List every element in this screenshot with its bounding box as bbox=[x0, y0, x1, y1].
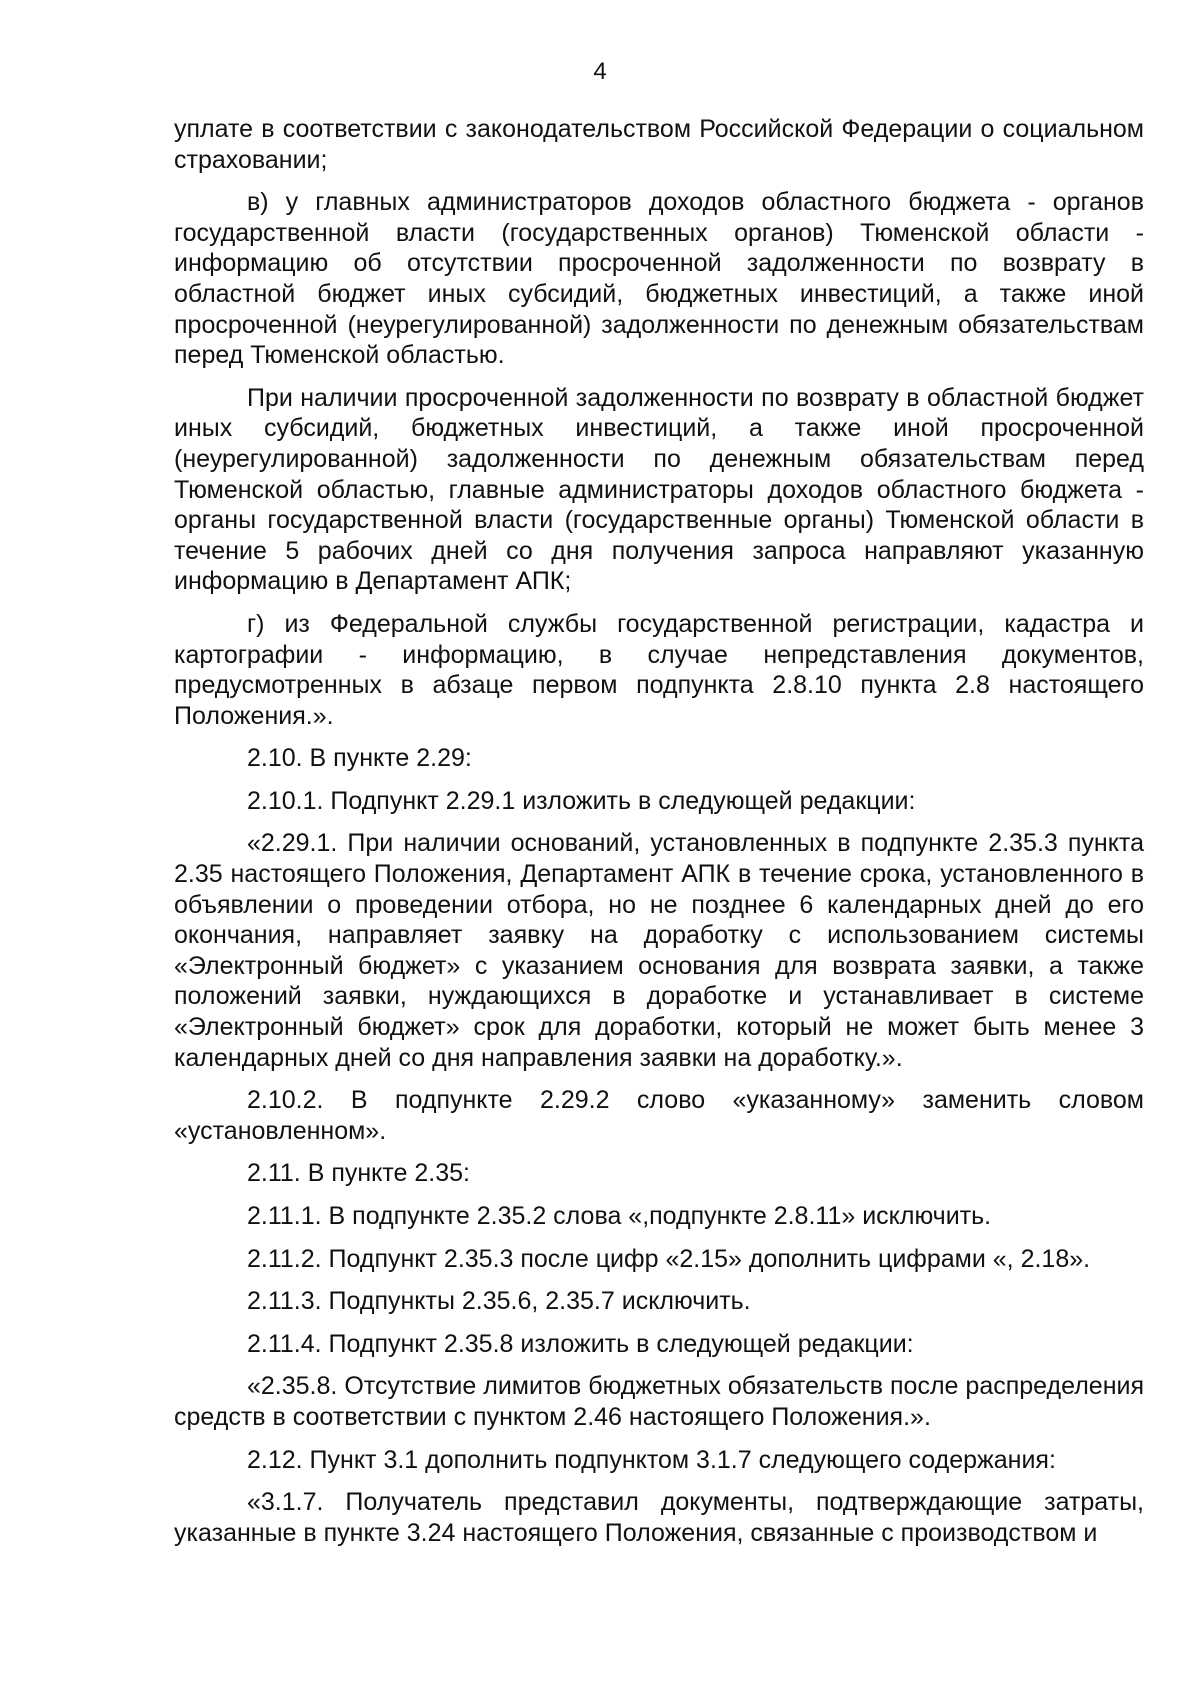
paragraph-3-1-7-text: «3.1.7. Получатель представил документы, подтверждающие затраты, указанные в пункте 3.24 настоящего Положения, связанные с производством и bbox=[174, 1488, 1144, 1547]
paragraph-2-11-1: 2.11.1. В подпункте 2.35.2 слова «,подпункте 2.8.11» исключить. bbox=[247, 1202, 992, 1230]
paragraph-2-29-1-text: «2.29.1. При наличии оснований, установленных в подпункте 2.35.3 пункта 2.35 настоящего Положения, Департамент АПК в течение срока, установленного в объявлении о проведении отбора, но не позднее 6 календарных дней до его окончания, направляет заявку на доработку с использованием системы «Электронный бюджет» с указанием основания для возврата заявки, а также положений заявки, нуждающихся в доработке и устанавливает в системе «Электронный бюджет» срок для доработки, который не может быть менее 3 календарных дней со дня направления заявки на доработку.». bbox=[174, 829, 1144, 1072]
paragraph-overdue-debt: При наличии просроченной задолженности по возврату в областной бюджет иных субсидий, бюджетных инвестиций, а также иной просроченной (неурегулированной) задолженности по денежным обязательствам перед Тюменской областью, главные администраторы доходов областного бюджета - органы государственной власти (государственные органы) Тюменской области в течение 5 рабочих дней со дня получения запроса направляют указанную информацию в Департамент АПК; bbox=[174, 383, 1144, 596]
paragraph-2-10-1: 2.10.1. Подпункт 2.29.1 изложить в следующей редакции: bbox=[247, 786, 916, 815]
paragraph-2-10: 2.10. В пункте 2.29: bbox=[247, 744, 472, 773]
page-number: 4 bbox=[593, 58, 607, 85]
paragraph-item-g: г) из Федеральной службы государственной регистрации, кадастра и картографии - информацию, в случае непредставления документов, предусмотренных в абзаце первом подпункта 2.8.10 пункта 2.8 настоящего Положения.». bbox=[174, 609, 1144, 730]
paragraph-2-11-4: 2.11.4. Подпункт 2.35.8 изложить в следующей редакции: bbox=[247, 1329, 914, 1358]
document-body bbox=[174, 114, 1144, 1560]
paragraph-2-11-2: 2.11.2. Подпункт 2.35.3 после цифр «2.15» дополнить цифрами «, 2.18». bbox=[247, 1244, 1091, 1273]
paragraph-social-insurance: уплате в соответствии с законодательством Российской Федерации о социальном страховании; bbox=[174, 115, 1144, 174]
paragraph-item-v: в) у главных администраторов доходов областного бюджета - органов государственной власти (государственных органов) Тюменской области - информацию об отсутствии просроченной задолженности по возврату в областной бюджет иных субсидий, бюджетных инвестиций, а также иной просроченной (неурегулированной) задолженности по денежным обязательствам перед Тюменской областью. bbox=[174, 188, 1144, 370]
paragraph-2-11: 2.11. В пункте 2.35: bbox=[247, 1159, 470, 1188]
paragraph-2-35-8-text: «2.35.8. Отсутствие лимитов бюджетных обязательств после распределения средств в соответствии с пунктом 2.46 настоящего Положения.». bbox=[174, 1372, 1144, 1431]
paragraph-2-11-3: 2.11.3. Подпункты 2.35.6, 2.35.7 исключить. bbox=[247, 1287, 751, 1316]
paragraph-2-10-2: 2.10.2. В подпункте 2.29.2 слово «указанному» заменить словом «установленном». bbox=[174, 1086, 1144, 1145]
paragraph-2-12: 2.12. Пункт 3.1 дополнить подпунктом 3.1.7 следующего содержания: bbox=[247, 1445, 1056, 1474]
